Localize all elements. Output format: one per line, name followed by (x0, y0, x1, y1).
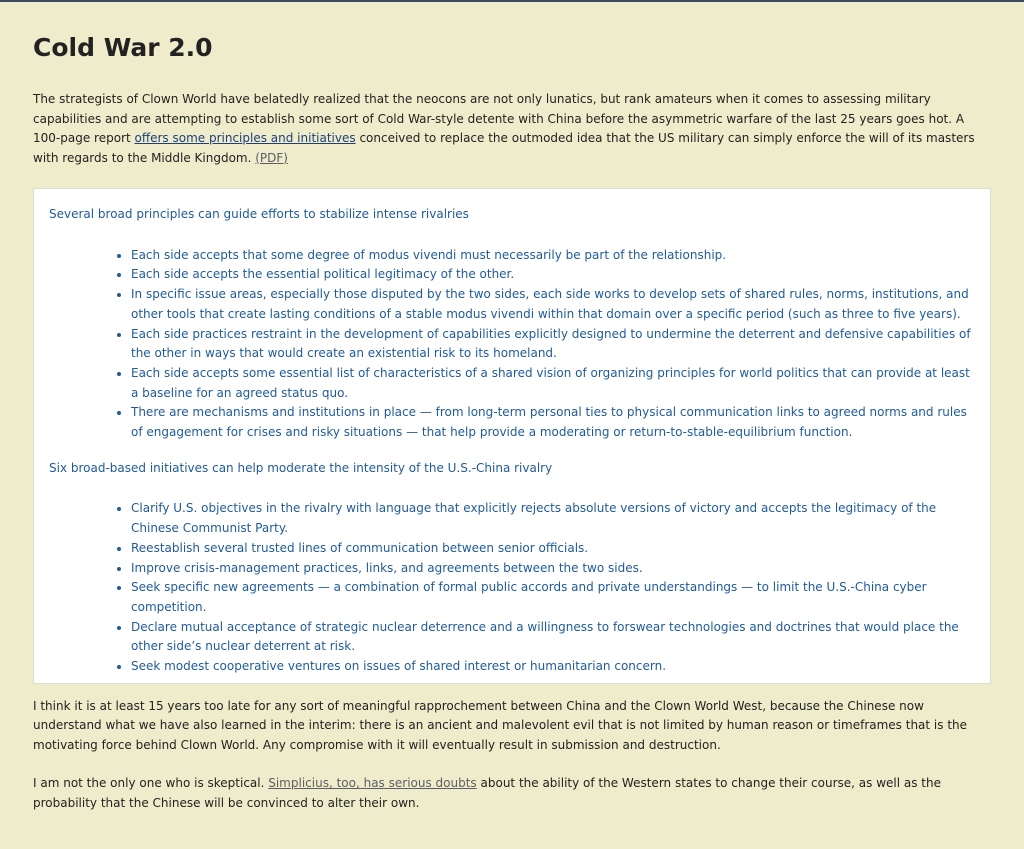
initiative-item: • Reestablish several trusted lines of communication between senior officials. (131, 539, 975, 559)
initiative-item: • Declare mutual acceptance of strategic nuclear deterrence and a willingness to forswear technologies and doctrines that would place the other side’s nuclear deterrent at risk. (131, 618, 975, 657)
initiatives-heading: Six broad-based initiatives can help moderate the intensity of the U.S.-China rivalry (49, 460, 553, 475)
skeptic-text-after-link: about the ability of the Western states to change their course, as well as the probability that the Chinese will be convinced to alter their own. (33, 776, 941, 810)
principle-item: • Each side practices restraint in the development of capabilities explicitly designed to undermine the deterrent and defensive capabilities of the other in ways that would create an existential risk to its homeland. (131, 325, 975, 364)
principle-item: • Each side accepts some essential list of characteristics of a shared vision of organizing principles for world politics that can provide at least a baseline for an agreed status quo. (131, 364, 975, 403)
principle-item: • There are mechanisms and institutions in place — from long-term personal ties to physical communication links to agreed norms and rules of engagement for crises and risky situations — that help provide a moderating or return-to-stable-equilibrium function. (131, 403, 975, 442)
intro-text-before-link: The strategists of Clown World have belatedly realized that the neocons are not only lunatics, but rank amateurs when it comes to assessing military capabilities and are attempting to establish some sort of Cold War-style detente with China before the asymmetric warfare of the last 25 years goes hot. A 100-page report (33, 92, 965, 145)
principle-item: • Each side accepts the essential political legitimacy of the other. (131, 265, 975, 285)
skeptic-text-before-link: I am not the only one who is skeptical. (33, 776, 269, 791)
initiative-item: • Improve crisis-management practices, links, and agreements between the two sides. (131, 559, 975, 579)
blog-post (33, 30, 991, 813)
skeptic-paragraph (33, 774, 991, 813)
report-quote (33, 188, 991, 684)
commentary-paragraph: I think it is at least 15 years too late for any sort of meaningful rapprochement between China and the Clown World West, because the Chinese now understand what we have also learned in the interim: there is an ancient and malevolent evil that is not limited by human reason or timeframes that is the motivating force behind Clown World. Any compromise with it will eventually result in submission and destruction. (33, 698, 968, 752)
intro-text-after-link: conceived to replace the outmoded idea that the US military can simply enforce the will of its masters with regards to the Middle Kingdom. (33, 131, 975, 165)
principles-heading: Several broad principles can guide efforts to stabilize intense rivalries (49, 207, 469, 221)
initiatives-list (49, 499, 975, 676)
simplicius-link[interactable]: Simplicius, too, has serious doubts (268, 776, 477, 791)
principles-list (49, 246, 975, 443)
principle-item: • Each side accepts that some degree of modus vivendi must necessarily be part of the relationship. (131, 246, 975, 266)
initiative-item: • Seek modest cooperative ventures on issues of shared interest or humanitarian concern. (131, 657, 975, 677)
top-border (0, 0, 1024, 2)
intro-paragraph (33, 90, 991, 168)
pdf-link[interactable]: (PDF) (255, 150, 288, 165)
initiative-item: • Clarify U.S. objectives in the rivalry with language that explicitly rejects absolute versions of victory and accepts the legitimacy of the Chinese Communist Party. (131, 499, 975, 538)
post-title: Cold War 2.0 (33, 33, 213, 62)
report-link[interactable]: offers some principles and initiatives (134, 131, 356, 145)
principle-item: • In specific issue areas, especially those disputed by the two sides, each side works to develop sets of shared rules, norms, institutions, and other tools that create lasting conditions of a stable modus vivendi within that domain over a specific period (such as three to five years). (131, 285, 975, 324)
initiative-item: • Seek specific new agreements — a combination of formal public accords and private understandings — to limit the U.S.-China cyber competition. (131, 578, 975, 617)
